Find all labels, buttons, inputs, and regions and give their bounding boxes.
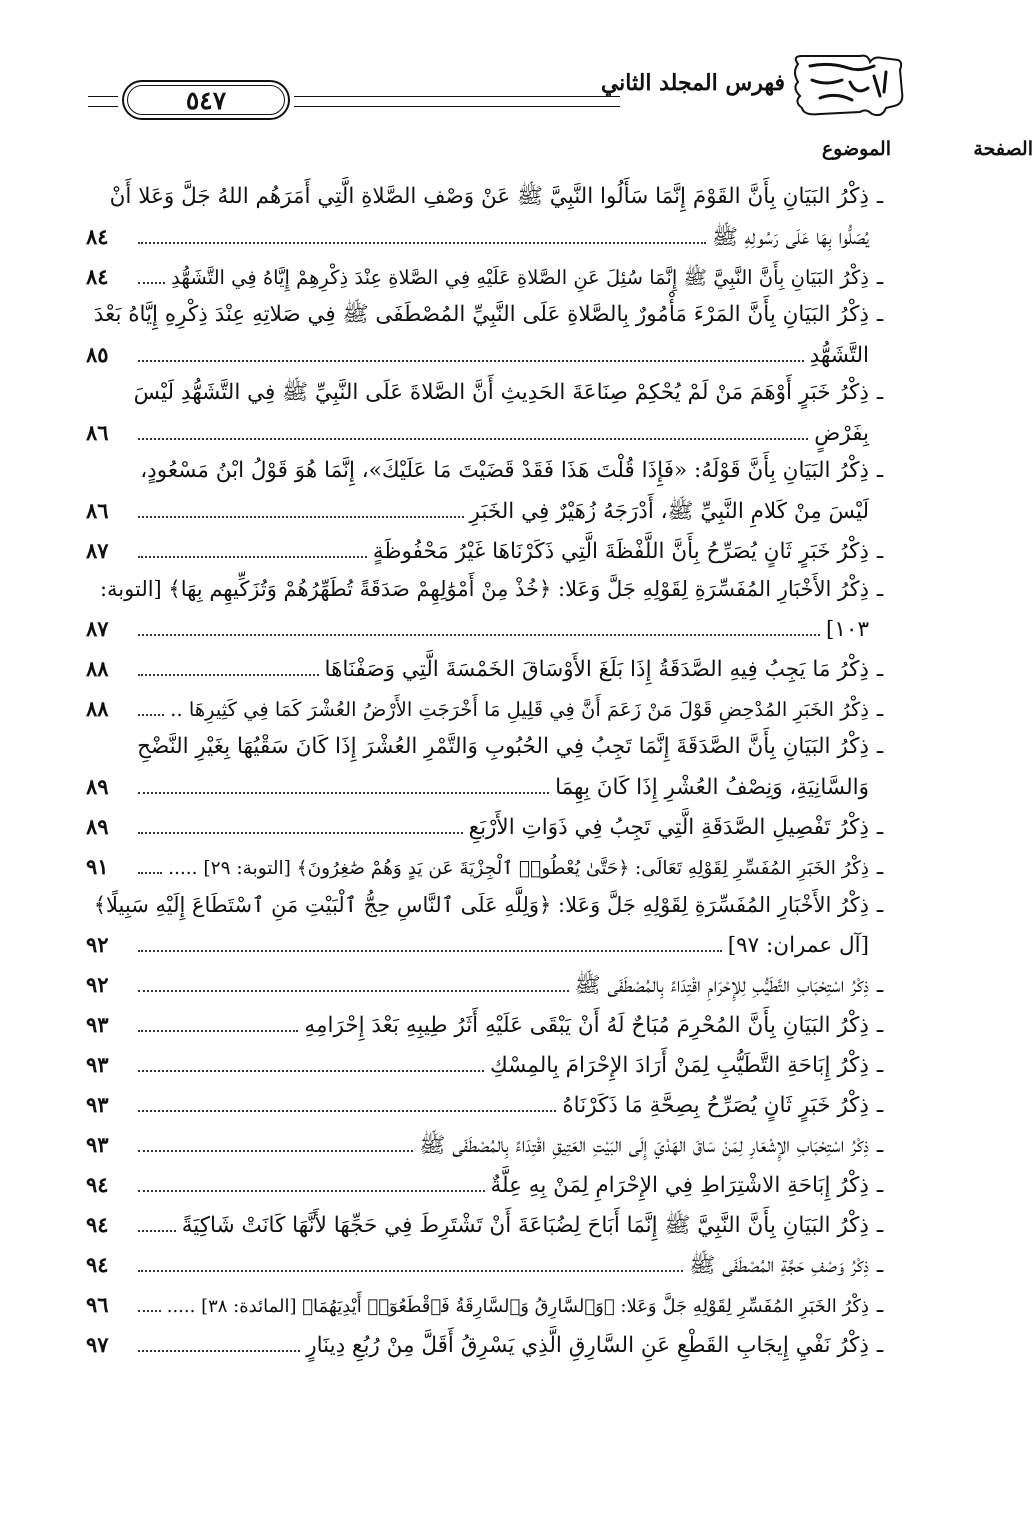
index-entry <box>86 452 891 528</box>
entry-line <box>86 452 891 490</box>
dot-leader <box>138 1004 298 1032</box>
dot-leader <box>138 334 804 362</box>
header-rule-left <box>88 96 118 107</box>
index-entry <box>86 1324 891 1362</box>
dot-leader <box>138 530 367 558</box>
entry-text: التَّشَهُّدِ <box>809 343 869 368</box>
entry-line <box>86 1044 891 1082</box>
dash-bullet-icon: ـ <box>876 1093 884 1118</box>
index-entry <box>86 1124 891 1162</box>
entry-line <box>86 1284 891 1322</box>
index-entry <box>86 1284 891 1322</box>
index-entry <box>86 648 891 686</box>
entry-page-number: ٩٣ <box>86 1132 109 1157</box>
entry-text: ١٠٣] <box>825 617 869 642</box>
entry-line <box>86 648 891 686</box>
index-entry <box>86 374 891 450</box>
dash-bullet-icon: ـ <box>876 1133 884 1158</box>
entry-page-number: ٨٧ <box>86 616 109 641</box>
index-entry <box>86 570 891 646</box>
dash-bullet-icon: ـ <box>876 657 884 682</box>
dot-leader <box>138 1244 683 1272</box>
entry-text: ذِكْرُ الخَبَرِ المُدْحِضِ قَوْلَ مَنْ زَعَمَ أَنَّ فِي قَلِيلِ مَا أَخْرَجَتِ الأَرْضُ العُشْرَ كَمَا فِي كَثِيرِهَا .. <box>170 698 869 721</box>
index-entry <box>86 1044 891 1082</box>
entry-text: ذِكْرُ اسْتِحْبَابِ الإِشْعَارِ لِمَنْ سَاقَ الهَدْيَ إِلَى البَيْتِ العَتِيقِ اقْتِدَاءً بِالمُصْطَفَى ﷺ <box>419 1133 869 1158</box>
dash-bullet-icon: ـ <box>876 265 884 290</box>
entry-line <box>86 924 891 962</box>
dot-leader <box>138 964 569 992</box>
entry-text: يُصَلُّوا بِهَا عَلَى رَسُولِهِ ﷺ <box>711 225 869 250</box>
column-heading-page: الصفحة <box>973 138 1033 160</box>
index-entry <box>86 806 891 844</box>
dash-bullet-icon: ـ <box>876 184 884 209</box>
index-entry <box>86 1244 891 1282</box>
dot-leader <box>138 490 464 518</box>
entry-text: ذِكْرُ البَيَانِ بِأَنَّ النَّبِيَّ ﷺ إِنَّمَا سُئِلَ عَنِ الصَّلاةِ عَلَيْهِ فِي الصَّلاةِ عِنْدَ ذِكْرِهِمْ إِيَّاهُ فِي التَّشَهُّدِ <box>171 266 869 289</box>
entry-text: ذِكْرُ نَفْيِ إِيجَابِ القَطْعِ عَنِ السَّارِقِ الَّذِي يَسْرِقُ أَقَلَّ مِنْ رُبُعِ دِينَارٍ <box>306 1333 869 1358</box>
entry-page-number: ٨٩ <box>86 814 109 839</box>
entry-line <box>86 1324 891 1362</box>
dash-bullet-icon: ـ <box>876 697 884 722</box>
dash-bullet-icon: ـ <box>876 380 884 405</box>
entry-line <box>86 964 891 1002</box>
entry-page-number: ٨٩ <box>86 774 109 799</box>
dot-leader <box>138 766 549 794</box>
entry-line <box>86 846 891 884</box>
entry-page-number: ٩٤ <box>86 1172 109 1197</box>
running-title: فهرس المجلد الثاني <box>600 70 785 96</box>
entry-text: ذِكْرُ إِبَاحَةِ الاشْتِرَاطِ فِي الإِحْرَامِ لِمَنْ بِهِ عِلَّةٌ <box>490 1173 869 1198</box>
entry-text: ذِكْرُ الخَبَرِ المُفَسِّرِ لِقَوْلِهِ تَعَالَى: ﴿حَتَّىٰ يُعْطُوا۟ ٱلْجِزْيَةَ عَن يَدٍ وَهُمْ صَٰغِرُونَ﴾ [التوبة: ٢٩] ..... <box>168 858 869 879</box>
dash-bullet-icon: ـ <box>876 855 884 880</box>
index-entry <box>86 296 891 372</box>
publisher-logo-icon <box>790 52 905 120</box>
index-entry <box>86 530 891 568</box>
entry-text: بِفَرْضٍ <box>814 421 869 446</box>
entry-page-number: ٨٨ <box>86 696 109 721</box>
entry-text: ذِكْرُ اسْتِحْبَابِ التَّطَيُّبِ لِلإِحْرَامِ اقْتِدَاءً بِالمُصْطَفَى ﷺ <box>574 973 869 998</box>
dash-bullet-icon: ـ <box>876 458 884 483</box>
entry-page-number: ٩٣ <box>86 1052 109 1077</box>
dash-bullet-icon: ـ <box>876 1213 884 1238</box>
entry-text: ذِكْرُ خَبَرٍ ثَانٍ يُصَرِّحُ بِصِحَّةِ مَا ذَكَرْنَاهُ <box>562 1093 869 1118</box>
entry-page-number: ٩٧ <box>86 1332 109 1357</box>
entry-line <box>86 1004 891 1042</box>
page-number: ٥٤٧ <box>127 85 285 115</box>
entry-text: ذِكْرُ البَيَانِ بِأَنَّ القَوْمَ إِنَّمَا سَأَلُوا النَّبِيَّ ﷺ عَنْ وَصْفِ الصَّلاةِ الَّتِي أَمَرَهُم اللهُ جَلَّ وَعَلا أَنْ <box>109 184 869 209</box>
entry-line <box>86 334 891 372</box>
entry-page-number: ٩٣ <box>86 1012 109 1037</box>
dot-leader <box>138 1044 484 1072</box>
entry-line <box>86 1084 891 1122</box>
dot-leader <box>138 1324 300 1352</box>
dot-leader <box>138 688 164 716</box>
entry-text: ذِكْرُ تَفْصِيلِ الصَّدَقَةِ الَّتِي تَجِبُ فِي ذَوَاتِ الأَرْبَعِ <box>468 815 869 840</box>
entry-line <box>86 886 891 924</box>
dot-leader <box>138 412 808 440</box>
entry-line <box>86 1164 891 1202</box>
entry-line <box>86 1244 891 1282</box>
entry-text: [آل عمران: ٩٧] <box>727 933 869 958</box>
entry-text: ذِكْرُ خَبَرٍ ثَانٍ يُصَرِّحُ بِأَنَّ اللَّفْظَةَ الَّتِي ذَكَرْنَاهَا غَيْرُ مَحْفُوظَةٍ <box>372 539 869 564</box>
entry-page-number: ٨٧ <box>86 538 109 563</box>
entry-line <box>86 530 891 568</box>
entry-line <box>86 216 891 254</box>
index-entry <box>86 688 891 726</box>
entry-page-number: ٩٦ <box>86 1292 109 1317</box>
entry-text: ذِكْرُ الخَبَرِ المُفَسِّرِ لِقَوْلِهِ جَلَّ وَعَلا: ﴿وَٱلسَّارِقُ وَٱلسَّارِقَةُ فَٱقْطَعُوٓا۟ أَيْدِيَهُمَا﴾ [المائدة: ٣٨] ..... <box>166 1296 869 1317</box>
index-entry <box>86 256 891 294</box>
page-number-box <box>122 80 290 120</box>
dot-leader <box>138 806 463 834</box>
entry-text: ذِكْرُ الأَخْبَارِ المُفَسِّرَةِ لِقَوْلِهِ جَلَّ وَعَلا: ﴿وَلِلَّهِ عَلَى ٱلنَّاسِ حِجُّ ٱلْبَيْتِ مَنِ ٱسْتَطَاعَ إِلَيْهِ سَبِيلًا﴾ <box>93 893 869 917</box>
entry-line <box>86 688 891 726</box>
page-header <box>88 52 905 132</box>
dash-bullet-icon: ـ <box>876 1173 884 1198</box>
entry-page-number: ٨٤ <box>86 224 109 249</box>
index-entry <box>86 846 891 884</box>
dot-leader <box>138 216 706 244</box>
dot-leader <box>138 1084 556 1112</box>
dot-leader <box>138 256 165 284</box>
dot-leader <box>138 924 722 952</box>
entry-page-number: ٩٤ <box>86 1252 109 1277</box>
entry-page-number: ٩١ <box>86 854 109 879</box>
dot-leader <box>138 1124 413 1152</box>
entry-line <box>86 766 891 804</box>
entry-page-number: ٨٦ <box>86 420 109 445</box>
entry-text: ذِكْرُ البَيَانِ بِأَنَّ قَوْلَهُ: «فَإِذَا قُلْتَ هَذَا فَقَدْ قَضَيْتَ مَا عَلَيْكَ»، إِنَّمَا هُوَ قَوْلُ ابْنُ مَسْعُودٍ، <box>140 458 869 483</box>
entry-page-number: ٩٤ <box>86 1212 109 1237</box>
entry-text: ذِكْرُ البَيَانِ بِأَنَّ الصَّدَقَةَ إِنَّمَا تَجِبُ فِي الحُبُوبِ وَالتَّمْرِ العُشْرَ إِذَا كَانَ سَقْيُهَا بِغَيْرِ النَّضْحِ <box>137 734 869 759</box>
entry-page-number: ٩٢ <box>86 932 109 957</box>
entry-line <box>86 570 891 608</box>
index-entry <box>86 1004 891 1042</box>
entry-line <box>86 178 891 216</box>
entry-line <box>86 608 891 646</box>
index-entry <box>86 178 891 254</box>
dash-bullet-icon: ـ <box>876 1293 884 1318</box>
entry-text: ذِكْرُ البَيَانِ بِأَنَّ المَرْءَ مَأْمُورٌ بِالصَّلاةِ عَلَى النَّبِيِّ المُصْطَفَى ﷺ فِي صَلاتِهِ عِنْدَ ذِكْرِهِ إِيَّاهُ بَعْدَ <box>93 302 869 327</box>
header-rule-middle <box>294 96 620 107</box>
dot-leader <box>138 1284 161 1312</box>
entry-text: ذِكْرُ إِبَاحَةِ التَّطَيُّبِ لِمَنْ أَرَادَ الإِحْرَامَ بِالمِسْكِ <box>490 1053 869 1078</box>
entry-page-number: ٩٣ <box>86 1092 109 1117</box>
index-entries <box>86 178 891 1364</box>
entry-page-number: ٨٦ <box>86 498 109 523</box>
dash-bullet-icon: ـ <box>876 1333 884 1358</box>
dash-bullet-icon: ـ <box>876 302 884 327</box>
dash-bullet-icon: ـ <box>876 815 884 840</box>
dash-bullet-icon: ـ <box>876 1053 884 1078</box>
entry-page-number: ٨٨ <box>86 656 109 681</box>
entry-line <box>86 296 891 334</box>
dash-bullet-icon: ـ <box>876 577 884 602</box>
entry-line <box>86 1204 891 1242</box>
entry-line <box>86 412 891 450</box>
dash-bullet-icon: ـ <box>876 539 884 564</box>
index-entry <box>86 886 891 962</box>
dash-bullet-icon: ـ <box>876 1013 884 1038</box>
entry-text: وَالسَّانِيَةِ، وَنِصْفُ العُشْرِ إِذَا كَانَ بِهِمَا <box>555 775 869 800</box>
dot-leader <box>138 1164 485 1192</box>
entry-page-number: ٩٢ <box>86 972 109 997</box>
column-heading-topic: الموضوع <box>821 138 891 160</box>
dash-bullet-icon: ـ <box>876 734 884 759</box>
index-entry <box>86 964 891 1002</box>
dot-leader <box>138 846 162 874</box>
entry-line <box>86 806 891 844</box>
dash-bullet-icon: ـ <box>876 973 884 998</box>
entry-line <box>86 728 891 766</box>
index-entry <box>86 1204 891 1242</box>
entry-line <box>86 256 891 294</box>
entry-text: ذِكْرُ البَيَانِ بِأَنَّ المُحْرِمَ مُبَاحٌ لَهُ أَنْ يَبْقَى عَلَيْهِ أَثَرُ طِيبِهِ بَعْدَ إِحْرَامِهِ <box>304 1013 869 1038</box>
dot-leader <box>138 648 319 676</box>
entry-text: ذِكْرُ الأَخْبَارِ المُفَسِّرَةِ لِقَوْلِهِ جَلَّ وَعَلا: ﴿خُذْ مِنْ أَمْوَٰلِهِمْ صَدَقَةً تُطَهِّرُهُمْ وَتُزَكِّيهِم بِهَا﴾ [التوبة: <box>99 577 869 601</box>
entry-text: لَيْسَ مِنْ كَلامِ النَّبِيِّ ﷺ، أَدْرَجَهُ زُهَيْرٌ فِي الخَبَرِ <box>469 499 869 524</box>
entry-text: ذِكْرُ مَا يَجِبُ فِيهِ الصَّدَقَةُ إِذَا بَلَغَ الأَوْسَاقَ الخَمْسَةَ الَّتِي وَصَفْنَاهَا <box>324 657 869 682</box>
entry-line <box>86 490 891 528</box>
entry-line <box>86 374 891 412</box>
entry-text: ذِكْرُ خَبَرٍ أَوْهَمَ مَنْ لَمْ يُحْكِمْ صِنَاعَةَ الحَدِيثِ أَنَّ الصَّلاةَ عَلَى النَّبِيِّ ﷺ فِي التَّشَهُّدِ لَيْسَ <box>133 380 869 405</box>
index-entry <box>86 1084 891 1122</box>
dot-leader <box>138 1204 176 1232</box>
dash-bullet-icon: ـ <box>876 893 884 918</box>
entry-line <box>86 1124 891 1162</box>
entry-text: ذِكْرُ البَيَانِ بِأَنَّ النَّبِيَّ ﷺ إِنَّمَا أَبَاحَ لِضُبَاعَةَ أَنْ تَشْتَرِطَ فِي حَجِّهَا لأَنَّهَا كَانَتْ شَاكِيَةً <box>181 1213 869 1238</box>
dash-bullet-icon: ـ <box>876 1253 884 1278</box>
entry-text: ذِكْرُ وَصْفِ حَجَّةِ المُصْطَفَى ﷺ <box>689 1253 869 1278</box>
index-entry <box>86 1164 891 1202</box>
entry-page-number: ٨٥ <box>86 342 109 367</box>
entry-page-number: ٨٤ <box>86 264 109 289</box>
dot-leader <box>138 608 820 636</box>
index-entry <box>86 728 891 804</box>
